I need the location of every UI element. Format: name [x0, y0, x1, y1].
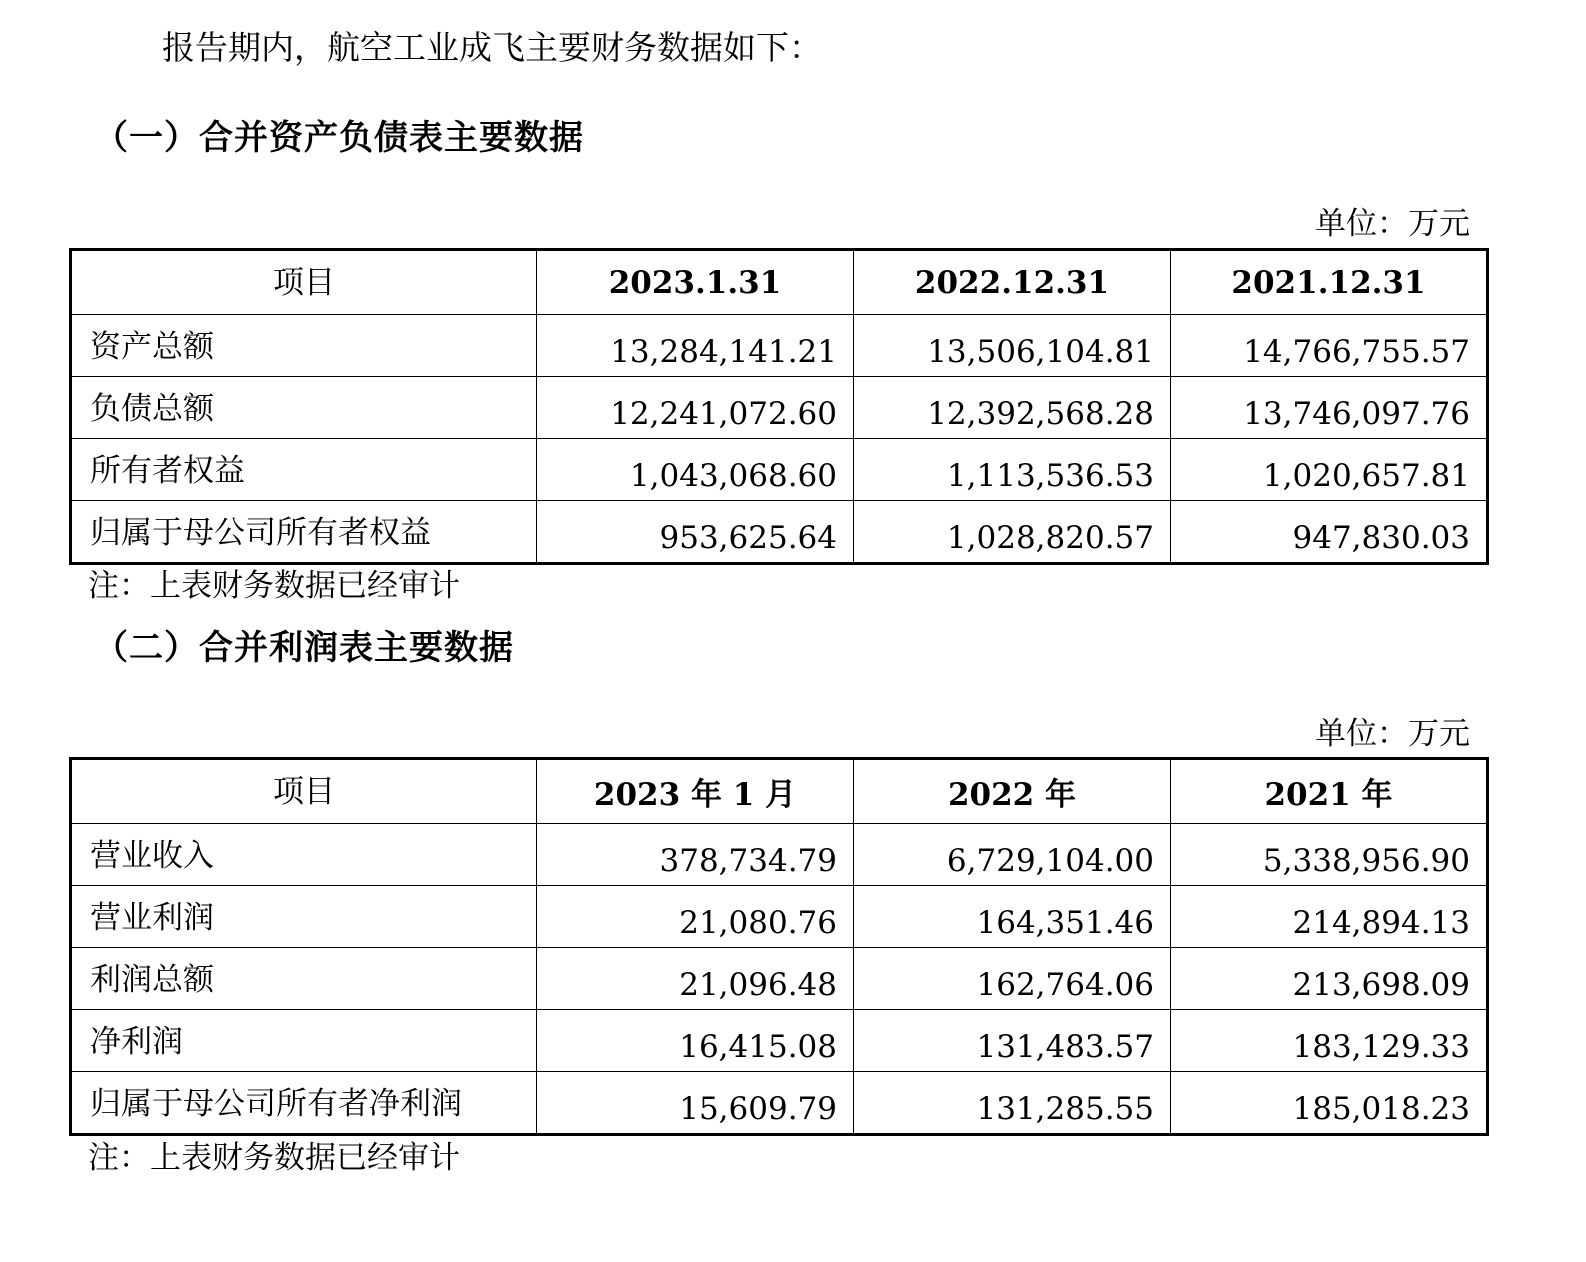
value-cell: 164,351.46 [854, 886, 1171, 948]
table-header-row [71, 759, 1488, 824]
value-cell: 947,830.03 [1171, 501, 1488, 564]
value-cell: 1,028,820.57 [854, 501, 1171, 564]
table-header-row [71, 250, 1488, 315]
column-header-period: 2022.12.31 [854, 250, 1171, 315]
table-row [71, 501, 1488, 564]
intro-paragraph: 报告期内，航空工业成飞主要财务数据如下： [162, 28, 822, 67]
row-label: 净利润 [71, 1010, 537, 1072]
value-cell: 1,043,068.60 [537, 439, 854, 501]
value-cell: 131,285.55 [854, 1072, 1171, 1135]
value-cell: 131,483.57 [854, 1010, 1171, 1072]
value-cell: 14,766,755.57 [1171, 315, 1488, 377]
value-cell: 5,338,956.90 [1171, 824, 1488, 886]
column-header-period: 2023.1.31 [537, 250, 854, 315]
row-label: 归属于母公司所有者权益 [71, 501, 537, 564]
balance-sheet-title: （一）合并资产负债表主要数据 [94, 118, 584, 158]
value-cell: 1,020,657.81 [1171, 439, 1488, 501]
value-cell: 1,113,536.53 [854, 439, 1171, 501]
row-label: 所有者权益 [71, 439, 537, 501]
value-cell: 21,096.48 [537, 948, 854, 1010]
value-cell: 21,080.76 [537, 886, 854, 948]
column-header-item: 项目 [71, 759, 537, 824]
value-cell: 12,241,072.60 [537, 377, 854, 439]
value-cell: 6,729,104.00 [854, 824, 1171, 886]
table-row [71, 315, 1488, 377]
balance-sheet-unit: 单位：万元 [1315, 206, 1470, 242]
value-cell: 13,284,141.21 [537, 315, 854, 377]
income-statement-table [69, 757, 1489, 1136]
value-cell: 953,625.64 [537, 501, 854, 564]
row-label: 利润总额 [71, 948, 537, 1010]
column-header-period: 2023 年 1 月 [537, 759, 854, 824]
table-row [71, 377, 1488, 439]
value-cell: 13,506,104.81 [854, 315, 1171, 377]
income-statement-title: （二）合并利润表主要数据 [94, 628, 514, 668]
table-row [71, 1010, 1488, 1072]
column-header-item: 项目 [71, 250, 537, 315]
balance-sheet-note: 注：上表财务数据已经审计 [88, 568, 460, 604]
column-header-period: 2021 年 [1171, 759, 1488, 824]
row-label: 归属于母公司所有者净利润 [71, 1072, 537, 1135]
row-label: 负债总额 [71, 377, 537, 439]
value-cell: 12,392,568.28 [854, 377, 1171, 439]
row-label: 营业收入 [71, 824, 537, 886]
table-row [71, 439, 1488, 501]
value-cell: 13,746,097.76 [1171, 377, 1488, 439]
value-cell: 185,018.23 [1171, 1072, 1488, 1135]
value-cell: 162,764.06 [854, 948, 1171, 1010]
income-statement-note: 注：上表财务数据已经审计 [88, 1140, 460, 1176]
column-header-period: 2021.12.31 [1171, 250, 1488, 315]
row-label: 资产总额 [71, 315, 537, 377]
value-cell: 16,415.08 [537, 1010, 854, 1072]
value-cell: 183,129.33 [1171, 1010, 1488, 1072]
row-label: 营业利润 [71, 886, 537, 948]
table-row [71, 824, 1488, 886]
value-cell: 214,894.13 [1171, 886, 1488, 948]
balance-sheet-table [69, 248, 1489, 565]
value-cell: 213,698.09 [1171, 948, 1488, 1010]
value-cell: 378,734.79 [537, 824, 854, 886]
table-row [71, 948, 1488, 1010]
income-statement-unit: 单位：万元 [1315, 716, 1470, 752]
column-header-period: 2022 年 [854, 759, 1171, 824]
table-row [71, 1072, 1488, 1135]
table-row [71, 886, 1488, 948]
value-cell: 15,609.79 [537, 1072, 854, 1135]
